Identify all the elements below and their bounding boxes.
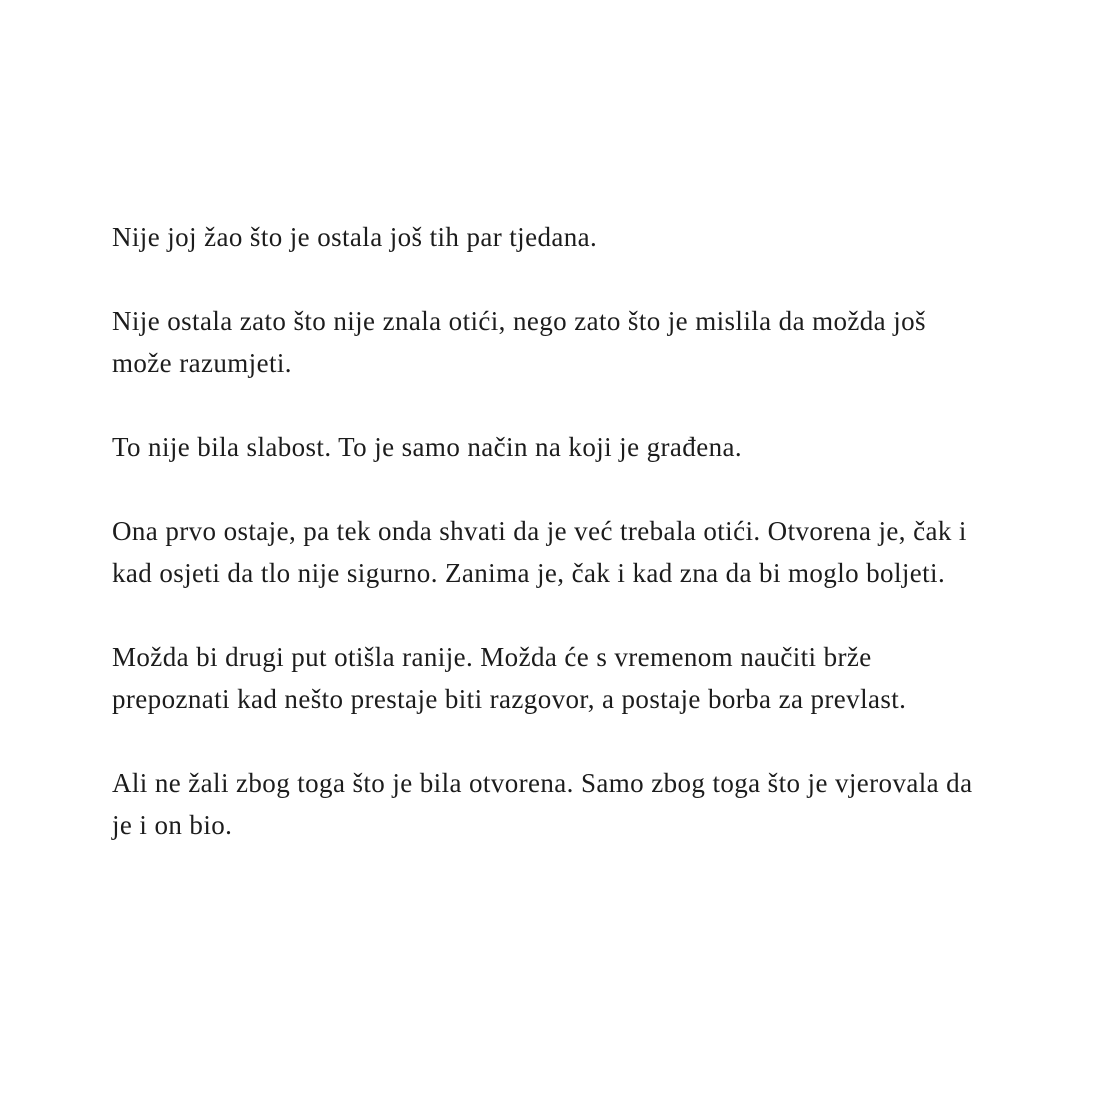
paragraph: Možda bi drugi put otišla ranije. Možda će s vremenom naučiti brže prepoznati kad nešto prestaje biti razgovor, a postaje borba za prevlast. <box>112 642 907 714</box>
paragraph: To nije bila slabost. To je samo način na koji je građena. <box>112 432 743 462</box>
paragraph: Nije joj žao što je ostala još tih par tjedana. <box>112 222 598 252</box>
text-block <box>112 216 988 846</box>
paragraph: Nije ostala zato što nije znala otići, nego zato što je mislila da možda još može razumjeti. <box>112 306 926 378</box>
paragraph: Ona prvo ostaje, pa tek onda shvati da je već trebala otići. Otvorena je, čak i kad osjeti da tlo nije sigurno. Zanima je, čak i kad zna da bi moglo boljeti. <box>112 516 967 588</box>
paragraph: Ali ne žali zbog toga što je bila otvorena. Samo zbog toga što je vjerovala da je i on bio. <box>112 768 973 840</box>
